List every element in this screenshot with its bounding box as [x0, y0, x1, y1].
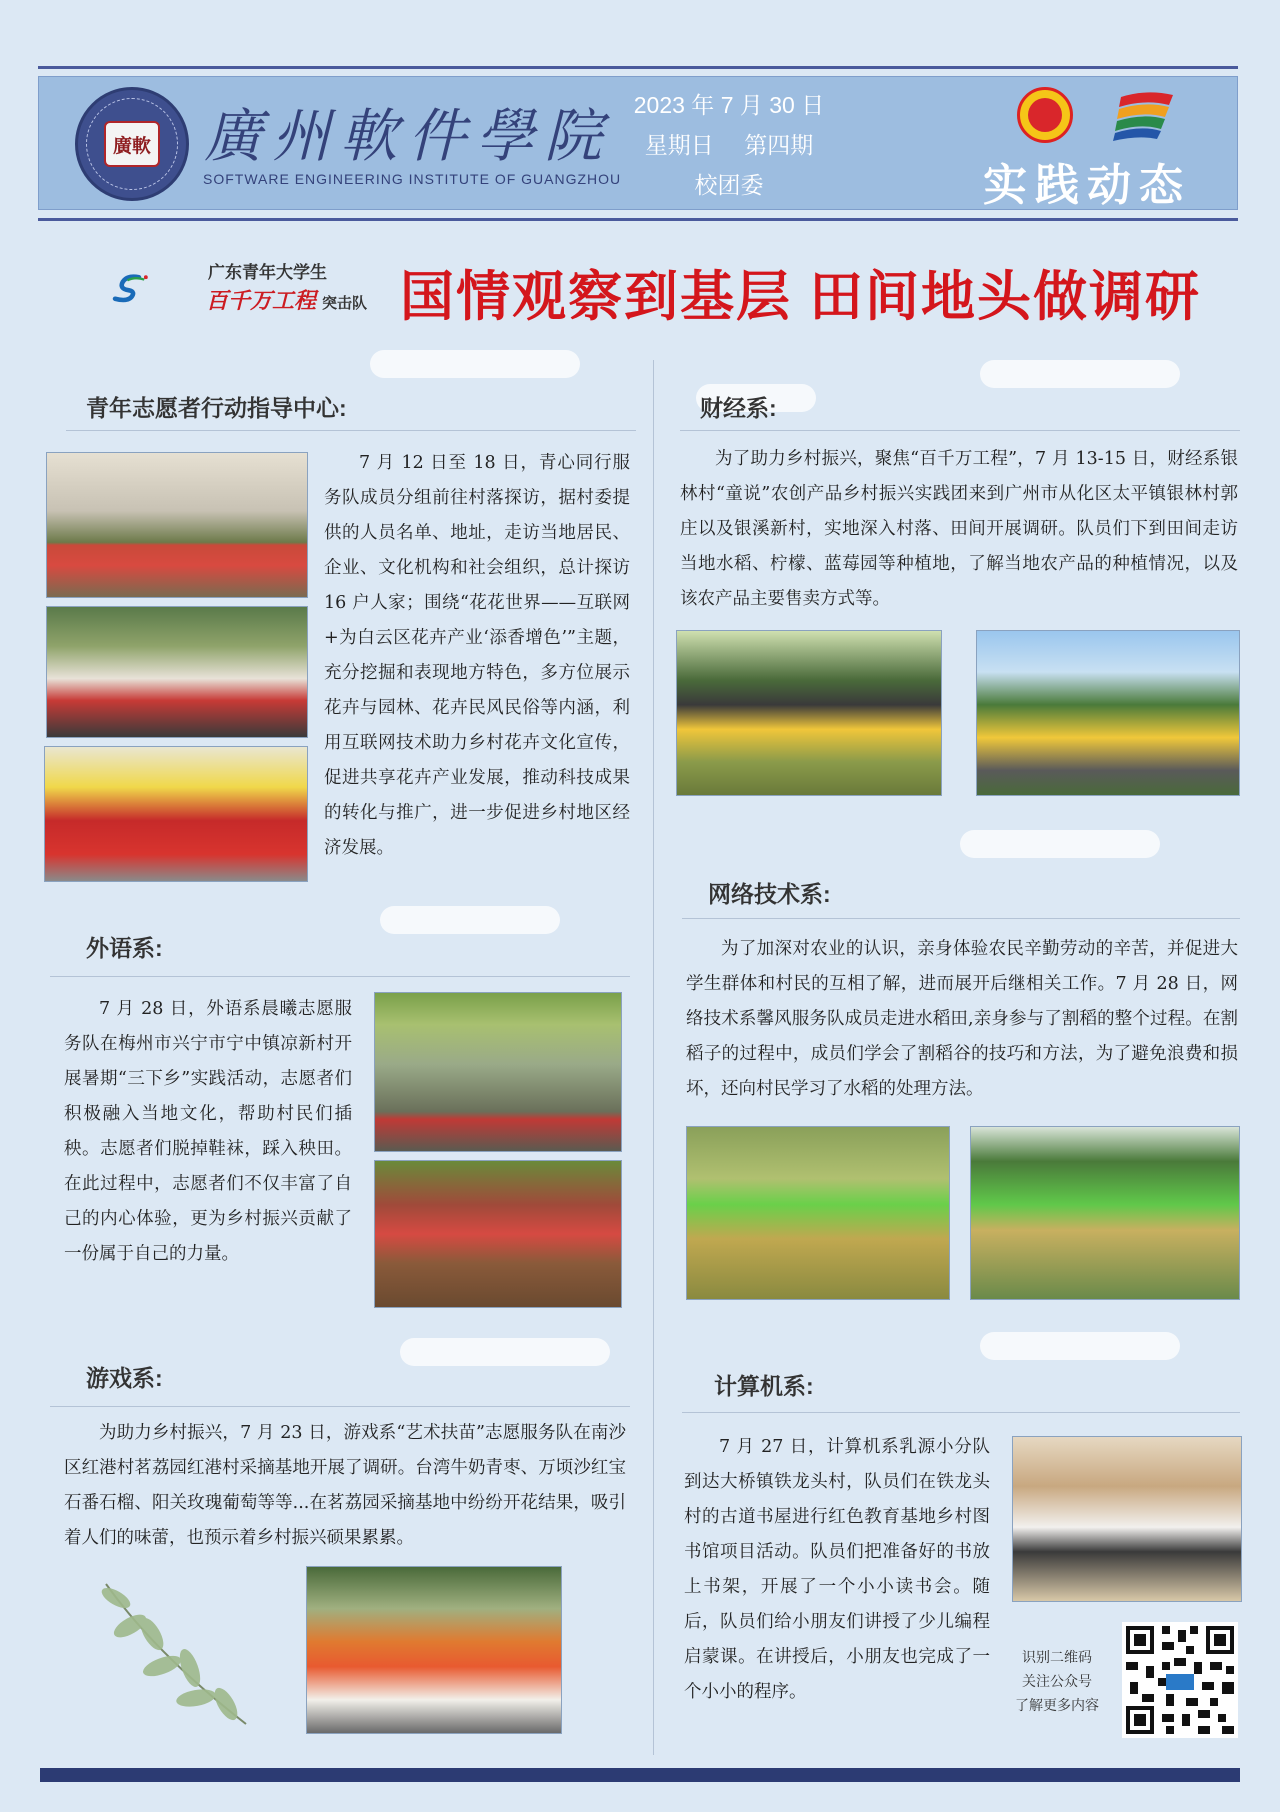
cloud-decoration — [980, 1332, 1180, 1360]
qr-code-icon[interactable] — [1122, 1622, 1238, 1738]
section-title-network: 网络技术系: — [708, 881, 831, 907]
qr-caption — [1000, 1646, 1114, 1718]
section-title-game: 游戏系: — [86, 1365, 163, 1391]
text-computer: 7 月 27 日，计算机系乳源小分队到达大桥镇铁龙头村，队员们在铁龙头村的古道书屋进行红色教育基地乡村图书馆项目活动。队员们把准备好的书放上书架，开展了一个小小读书会。随后，队员们给小朋友们讲授了少儿编程启蒙课。在讲授后，小朋友也完成了一个小小的程序。 — [684, 1437, 990, 1702]
section-rule — [680, 430, 1240, 431]
section-title-foreign: 外语系: — [86, 935, 163, 961]
brand-line-1: 广东青年大学生 — [208, 263, 327, 282]
text-finance: 为了助力乡村振兴，聚焦“百千万工程”，7 月 13-15 日，财经系银林村“童说”农创产品乡村振兴实践团来到广州市从化区太平镇银林村郭庄以及银溪新村，实地深入村落、田间开展调研。队员们下到田间走访当地水稻、柠檬、蓝莓园等种植地，了解当地农产品的种植情况，以及该农产品主要售卖方式等。 — [680, 449, 1238, 609]
flag-logo-icon — [1111, 89, 1181, 141]
photo-finance-2 — [976, 630, 1240, 796]
leaf-branch-decoration-icon — [86, 1574, 256, 1744]
photo-computer — [1012, 1436, 1242, 1602]
issue-weekday: 星期日 — [644, 132, 714, 158]
brand-suffix: 突击队 — [322, 294, 368, 312]
qr-caption-line: 识别二维码 — [1022, 1650, 1092, 1666]
photo-finance-1 — [676, 630, 942, 796]
text-volunteer: 7 月 12 日至 18 日，青心同行服务队成员分组前往村落探访，据村委提供的人员名单、地址，走访当地居民、企业、文化机构和社会组织，总计探访 16 户人家；围绕“花花世界——互联网+为白云区花卉产业‘添香增色’”主题，充分挖掘和表现地方特色，多方位展示花卉与园林、花卉民风民俗等内涵，利用互联网技术助力乡村花卉文化宣传，促进共享花卉产业发展，推动科技成果的转化与推广，进一步促进乡村地区经济发展。 — [324, 453, 630, 858]
school-name-cn: 廣州軟件學院 — [204, 102, 613, 170]
main-headline: 国情观察到基层 田间地头做调研 — [400, 267, 1202, 327]
header-top-rule — [38, 66, 1238, 69]
section-rule — [50, 1406, 630, 1407]
issue-number: 第四期 — [744, 132, 814, 158]
photo-network-2 — [970, 1126, 1240, 1300]
brand-swirl-logo-icon — [112, 250, 212, 326]
section-rule — [682, 1412, 1240, 1413]
cloud-decoration — [370, 350, 580, 378]
brand-project-name: 百千万工程 — [206, 288, 317, 314]
school-seal-logo — [75, 87, 189, 201]
text-foreign: 7 月 28 日，外语系晨曦志愿服务队在梅州市兴宁市宁中镇凉新村开展暑期“三下乡”实践活动，志愿者们积极融入当地文化，帮助村民们插秧。志愿者们脱掉鞋袜，踩入秧田。在此过程中，志愿者们不仅丰富了自己的内心体验，更为乡村振兴贡献了一份属于自己的力量。 — [64, 999, 352, 1264]
seal-center: 廣軟 — [104, 121, 160, 167]
section-rule — [50, 976, 630, 977]
section-rule — [66, 430, 636, 431]
photo-game — [306, 1566, 562, 1734]
issue-info — [599, 85, 859, 205]
issue-publisher: 校团委 — [694, 172, 764, 198]
section-title-volunteer: 青年志愿者行动指导中心: — [86, 395, 347, 421]
cloud-decoration — [980, 360, 1180, 388]
qr-caption-line: 了解更多内容 — [1015, 1698, 1099, 1714]
masthead — [38, 76, 1238, 210]
photo-volunteer-2 — [46, 606, 308, 738]
photo-network-1 — [686, 1126, 950, 1300]
photo-volunteer-1 — [46, 452, 308, 598]
photo-volunteer-3 — [44, 746, 308, 882]
seal-ring — [86, 98, 178, 190]
header-bottom-rule — [38, 218, 1238, 221]
qr-caption-line: 关注公众号 — [1022, 1674, 1092, 1690]
section-rule — [682, 918, 1240, 919]
photo-foreign-1 — [374, 992, 622, 1152]
issue-date: 2023 年 7 月 30 日 — [633, 92, 825, 118]
school-name-en: SOFTWARE ENGINEERING INSTITUTE OF GUANGZHOU — [203, 171, 622, 187]
column-divider — [653, 360, 654, 1755]
section-title-computer: 计算机系: — [714, 1373, 814, 1399]
youth-league-badge-icon — [1017, 87, 1073, 143]
column-title: 实践动态 — [983, 161, 1191, 210]
cloud-decoration — [960, 830, 1160, 858]
text-game: 为助力乡村振兴，7 月 23 日，游戏系“艺术扶苗”志愿服务队在南沙区红港村茗荔园红港村采摘基地开展了调研。台湾牛奶青枣、万顷沙红宝石番石榴、阳关玫瑰葡萄等等...在茗荔园采摘基地中纷纷开花结果，吸引着人们的味蕾，也预示着乡村振兴硕果累累。 — [64, 1423, 626, 1548]
photo-foreign-2 — [374, 1160, 622, 1308]
cloud-decoration — [400, 1338, 610, 1366]
footer-bar — [40, 1768, 1240, 1782]
cloud-decoration — [380, 906, 560, 934]
brand-line-2 — [206, 284, 367, 315]
issue-row — [599, 125, 859, 165]
text-network: 为了加深对农业的认识，亲身体验农民辛勤劳动的辛苦，并促进大学生群体和村民的互相了解，进而展开后继相关工作。7 月 28 日，网络技术系馨风服务队成员走进水稻田,亲身参与了割稻的整个过程。在割稻子的过程中，成员们学会了割稻谷的技巧和方法，为了避免浪费和损坏，还向村民学习了水稻的处理方法。 — [686, 939, 1238, 1099]
section-title-finance: 财经系: — [700, 395, 777, 421]
